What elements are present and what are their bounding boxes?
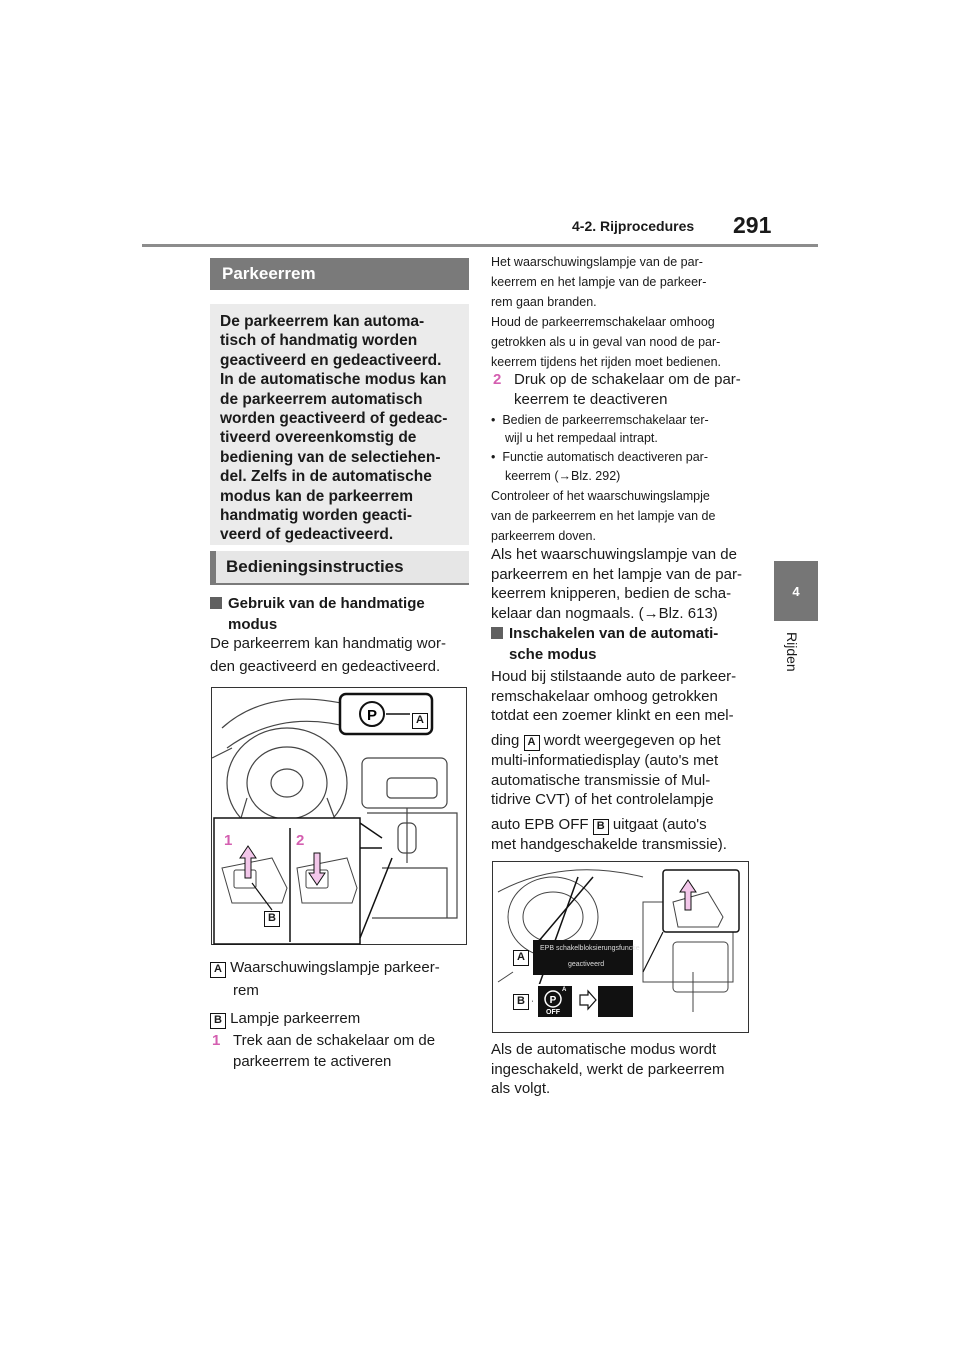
step-2-text: Druk op de schakelaar om de par- bbox=[514, 371, 741, 388]
step-1-text: Trek aan de schakelaar om de bbox=[233, 1032, 436, 1049]
subheading: Bedieningsinstructies bbox=[210, 551, 469, 585]
intro-line: modus kan de parkeerrem bbox=[220, 487, 413, 505]
step-2-number: 2 bbox=[493, 371, 502, 388]
auto-mode-figure bbox=[492, 861, 749, 1033]
figure2-label-b: B bbox=[513, 994, 529, 1010]
manual-mode-title-2: modus bbox=[228, 616, 278, 633]
step-1-text-2: parkeerrem te activeren bbox=[233, 1053, 392, 1070]
page-number: 291 bbox=[733, 212, 772, 238]
intro-line: worden geactiveerd of gedeac- bbox=[220, 410, 448, 428]
paragraph-3: multi-informatiedisplay (auto's met automatische transmissie of Mul- tidrive CVT) of het controlelampje bbox=[491, 752, 719, 808]
legend-a-2: rem bbox=[233, 982, 259, 999]
header-divider bbox=[142, 244, 818, 247]
intro-line: bediening van de selectiehen- bbox=[220, 448, 441, 466]
intro-box bbox=[210, 304, 469, 545]
figure-label-a: A bbox=[412, 713, 428, 729]
intro-line: tisch of handmatig worden bbox=[220, 332, 418, 350]
intro-line: del. Zelfs in de automatische bbox=[220, 468, 432, 486]
bullet-1: • Bedien de parkeerremschakelaar ter- bbox=[491, 413, 709, 427]
figure-step-2: 2 bbox=[296, 832, 305, 849]
legend-a: A Waarschuwingslampje parkeer- bbox=[210, 958, 440, 978]
bullet-1-2: wijl u het rempedaal intrapt. bbox=[505, 431, 658, 445]
intro-line: geactiveerd en gedeactiveerd. bbox=[220, 351, 442, 369]
figure-label-b: B bbox=[264, 911, 280, 927]
paragraph-2: Houd bij stilstaande auto de parkeer- remschakelaar omhoog getrokken totdat een zoemer klinkt en een mel- bbox=[491, 668, 737, 724]
manual-text: De parkeerrem kan handmatig wor- bbox=[210, 635, 446, 652]
intro-line: tiveerd overeenkomstig de bbox=[220, 429, 417, 447]
parking-brake-figure bbox=[211, 687, 467, 945]
intro-line: In de automatische modus kan bbox=[220, 371, 447, 389]
paragraph-3-epb: auto EPB OFF B uitgaat (auto's bbox=[491, 816, 707, 833]
dashboard-illustration bbox=[212, 688, 468, 946]
closing-paragraph: Als de automatische modus wordt ingeschakeld, werkt de parkeerrem als volgt. bbox=[491, 1041, 725, 1097]
intro-line: veerd of gedeactiveerd. bbox=[220, 526, 394, 544]
epb-off-icon-text: OFF bbox=[546, 1009, 560, 1016]
step-2-text-2: keerrem te deactiveren bbox=[514, 391, 668, 408]
paragraph-1: Als het waarschuwingslampje van de parkeerrem en het lampje van de par- keerrem knipperen, bedien de scha- kelaar dan nogmaals. (→Blz. 613) bbox=[491, 546, 742, 622]
note-1: Het waarschuwingslampje van de par- keerrem en het lampje van de parkeer- rem gaan branden. Houd de parkeerremschakelaar omhoog getrokken als u in geval van nood de par- keerrem tijdens het rijden moet bedienen. bbox=[491, 255, 721, 369]
legend-b: B Lampje parkeerrem bbox=[210, 1009, 360, 1029]
epb-icon-a: A bbox=[562, 987, 567, 993]
display-message-1: EPB schakelbloksierungsfunctie bbox=[540, 945, 640, 952]
bullet-2-2: keerrem (→Blz. 292) bbox=[505, 469, 621, 483]
paragraph-2-ding: ding A wordt weergegeven op het bbox=[491, 732, 721, 749]
intro-line: de parkeerrem automatisch bbox=[220, 390, 423, 408]
auto-mode-title-2: sche modus bbox=[509, 646, 597, 663]
manual-text: den geactiveerd en gedeactiveerd. bbox=[210, 658, 441, 675]
bullet-2: • Functie automatisch deactiveren par- bbox=[491, 450, 708, 464]
manual-mode-title: Gebruik van de handmatige bbox=[210, 594, 425, 614]
chapter-tab: 4 bbox=[774, 561, 818, 621]
paragraph-3-last: met handgeschakelde transmissie). bbox=[491, 836, 727, 853]
display-message-2: geactiveerd bbox=[568, 961, 605, 968]
figure-step-1: 1 bbox=[224, 832, 233, 849]
section-title: 4-2. Rijprocedures bbox=[572, 218, 695, 234]
note-2: Controleer of het waarschuwingslampje van de parkeerrem en het lampje van de parkeerrem doven. bbox=[491, 489, 716, 543]
figure2-label-a: A bbox=[513, 950, 529, 966]
chapter-label: Rijden bbox=[784, 632, 800, 672]
svg-text:P: P bbox=[366, 707, 378, 724]
section-heading: Parkeerrem bbox=[210, 258, 469, 290]
intro-line: handmatig worden geacti- bbox=[220, 507, 413, 525]
intro-line: De parkeerrem kan automa- bbox=[220, 313, 425, 330]
svg-text:P: P bbox=[549, 995, 557, 1006]
auto-mode-title: Inschakelen van de automati- bbox=[491, 624, 718, 644]
step-1-number: 1 bbox=[212, 1032, 221, 1049]
